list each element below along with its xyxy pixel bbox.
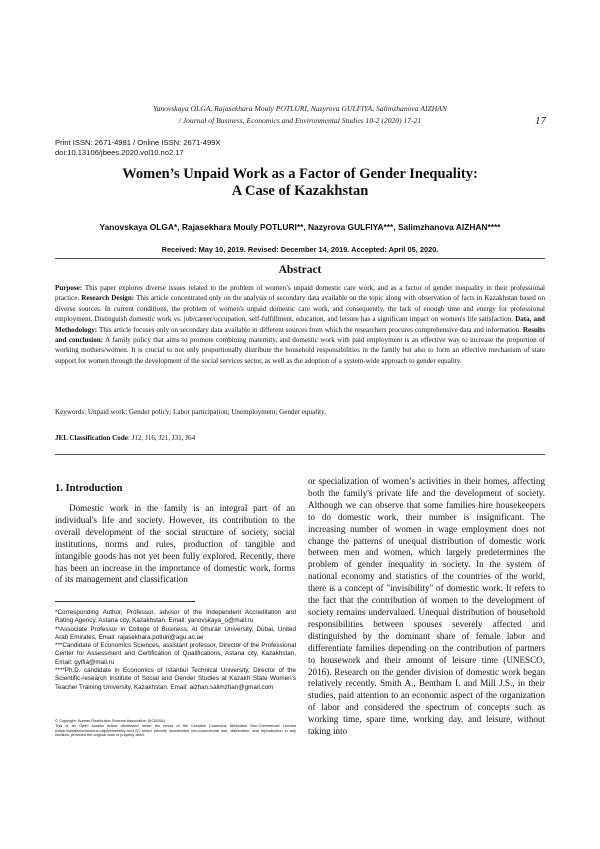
copyright-line: © Copyright: Korean Distribution Science Association (KODISA) — [55, 718, 165, 723]
footnote-3: ***Candidate of Economics Sciences, assistant professor, Director of the Professional Center for Assessment and Certification of Qualifications, Astana city, Kazakhstan, Email: gylfia@mail.ru — [55, 642, 296, 666]
footnotes — [55, 609, 296, 692]
intro-right-paragraph: or specialization of women’s activities in their homes, affecting both the family's private life and the development of society. Although we can observe that some families hire housekeepers to do domestic work, their number is insignificant. The increasing number of women in wage employment does not change the patterns of unequal distribution of domestic work between men and women, which largely predetermines the problem of gender inequality in society. In the system of national economy and statistics of the countries of the world, there is a concept of "invisibility" of domestic work. It refers to the fact that the contribution of women to the development of society remains undervalued. Unequal distribution of household responsibilities between spouses severely affected and distinguished by the dominant share of female labor and differentiate families depending on the contribution of partners to housework and their amount of leisure time (UNESCO, 2016). Research on the gender division of domestic work began relatively recently. Smith A., Bentham I. and Mill J.S., in their studies, paid attention to an economic aspect of the organization of labor and considered the spectrum of concepts such as working time, spare time, working day, and leisure, without taking into — [308, 476, 545, 737]
keywords: Keywords: Unpaid work; Gender policy; Labor participation; Unemployment; Gender equality. — [55, 408, 326, 416]
design-label: Research Design: — [81, 294, 135, 303]
results-label: Results and conclusion: — [55, 325, 545, 345]
data-label: Data, and Methodology: — [55, 315, 545, 334]
section-heading-introduction: 1. Introduction — [55, 483, 123, 494]
author-list: Yanovskaya OLGA*, Rajasekhara Mouly POTLURI**, Nazyrova GULFIYA***, Salimzhanova AIZHAN**** — [99, 222, 501, 232]
article-title — [0, 166, 600, 200]
footnote-4: ****Ph.D. candidate in Economics of Istanbul Technical University, Director of the Scientific-research Institute of Social and Gender Studies at Kazakh State Women's Teacher Training University, Kazakhstan. Email: aizhan.salimzhan@gmail.com — [55, 667, 296, 691]
license-notice — [55, 719, 296, 738]
purpose-label: Purpose: — [55, 284, 83, 292]
jel-label: JEL Classification Code — [55, 434, 128, 442]
running-head-journal: / Journal of Business, Economics and Environmental Studies 10-2 (2020) 17-21 — [178, 115, 422, 125]
divider-top — [55, 258, 545, 259]
doi: doi:10.13106/jbees.2020.vol10.no2.17 — [55, 147, 184, 157]
footnote-2: **Associate Professor in College of Business, Al Ghurair University, Dubai, United Arab Emirates, Email: rajasekhara.potluri@agu.ac.ae — [55, 625, 296, 641]
license-text: This is an Open Access article distributed under the terms of the Creative Commons Attribution Non-Commercial License (https://creativecommons.org/licenses/by-nc/4.0/) which permits unrestricted non-commercial use, distribution, and reproduction in any medium, provided the original work is properly cited. — [55, 722, 296, 738]
title-line-2: A Case of Kazakhstan — [231, 183, 369, 199]
issn-block — [55, 138, 220, 157]
abstract-heading: Abstract — [278, 264, 322, 276]
page-number: 17 — [535, 115, 546, 127]
jel-codes: : J12, J16, J21, J31, J64 — [127, 434, 196, 442]
running-head — [0, 103, 600, 126]
running-head-authors: Yanovskaya OLGA, Rajasekhara Mouly POTLURI, Nazyrova GULFIYA, Salimzhanova AIZHAN — [153, 104, 447, 113]
intro-left-paragraph: Domestic work in the family is an integral part of an individual's life and society. However, its contribution to the overall development of the social structure of society, social institutions, norms and rules, production of tangible and intangible goods has not yet been fully explored. Recently, there has been an increase in the importance of domestic work, forms of its management and classification — [55, 503, 295, 585]
abstract-body — [55, 283, 545, 366]
received-dates: Received: May 10, 2019. Revised: December 14, 2019. Accepted: April 05, 2020. — [161, 245, 439, 254]
design-text: This article concentrated only on the analysis of secondary data available on the topic along with observation of facts in Kazakhstan based on diverse sources. In current conditions, the problem of women's unpaid domestic care work, and consequently, the lack of enough time and energy for professional employment. Distinguish domestic work vs. job/career/occupation, self-fulfillment, education, and leisure has a significant impact on women's life satisfaction. — [55, 294, 545, 324]
results-text: A family policy that aims to promote combining maternity, and domestic work with paid employment is an effective way to increase the proportion of working mothers/women. It is crucial to not only proportionally distribute the household responsibilities in the family but also to form an effective mechanism of state support for women through the development of the social services sector, as well as the adoption of a system-wide approach to gender equality. — [55, 336, 545, 365]
footnote-1: *Corresponding Author, Professor, advisor of the Independent Accreditation and Rating Agency, Astana city, Kazakhstan, Email: yanovskaya_o@mail.ru — [55, 609, 296, 625]
title-line-1: Women’s Unpaid Work as a Factor of Gender Inequality: — [122, 166, 478, 182]
issn: Print ISSN: 2671-4981 / Online ISSN: 2671-499X — [55, 138, 221, 147]
divider-bottom — [55, 454, 545, 455]
data-text: This article focuses only on secondary data available in different sources from which the researchers procures comprehensive data and information. — [97, 325, 523, 334]
purpose-text: This paper explores diverse issues related to the problem of women’s unpaid domestic care work, and as a factor of gender inequality in their professional practice. — [55, 284, 545, 303]
footnote-rule — [55, 601, 195, 602]
jel-classification — [55, 434, 195, 442]
